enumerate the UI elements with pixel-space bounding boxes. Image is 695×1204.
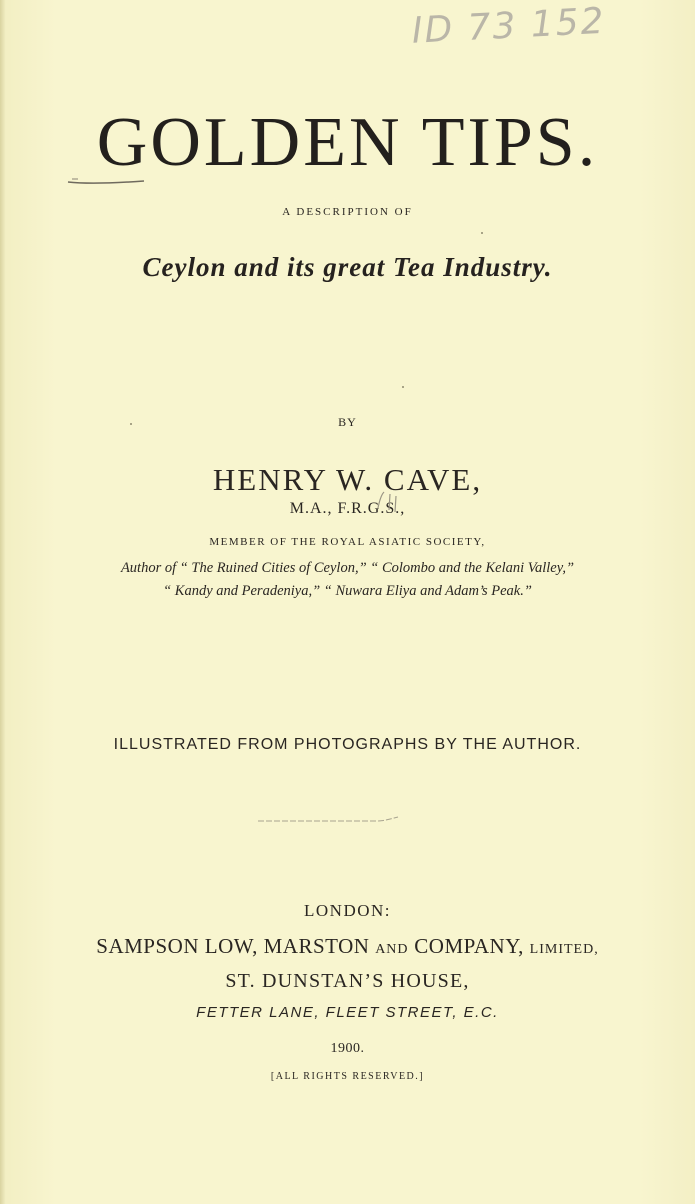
rights-notice: [ALL RIGHTS RESERVED.]: [270, 1071, 425, 1082]
publisher-company: COMPANY,: [414, 934, 524, 958]
author-works-line-1: Author of “ The Ruined Cities of Ceylon,” “ Colombo and the Kelani Valley,”: [120, 560, 575, 576]
publisher-limited: LIMITED,: [529, 942, 599, 957]
imprint-street: FETTER LANE, FLEET STREET, E.C.: [196, 1004, 499, 1021]
author-name: HENRY W. CAVE,: [212, 462, 483, 497]
ink-underline-mark: [66, 178, 146, 184]
by-line: BY: [338, 415, 357, 429]
catalog-pencil-mark: ID 73 152: [410, 0, 607, 52]
author-degrees: M.A., F.R.G.S.,: [289, 500, 406, 517]
book-subtitle: Ceylon and its great Tea Industry.: [142, 252, 553, 282]
imprint-city: LONDON:: [304, 901, 391, 920]
description-line: A DESCRIPTION OF: [282, 206, 413, 218]
book-title: GOLDEN TIPS.: [96, 104, 599, 181]
pencil-annotation-mark: [372, 488, 406, 518]
paper-speck: [481, 232, 483, 234]
paper-speck: [130, 423, 132, 425]
imprint-year: 1900.: [330, 1041, 365, 1056]
page-spine-shadow: [0, 0, 6, 1204]
decorative-rule: [258, 816, 400, 826]
paper-speck: [402, 386, 404, 388]
publisher-main: SAMPSON LOW, MARSTON: [96, 934, 370, 958]
imprint-house: ST. DUNSTAN’S HOUSE,: [225, 970, 470, 992]
imprint-publisher: [0, 934, 695, 959]
publisher-and: AND: [375, 942, 409, 957]
author-membership: MEMBER OF THE ROYAL ASIATIC SOCIETY,: [209, 536, 486, 548]
illustrated-credit: ILLUSTRATED FROM PHOTOGRAPHS BY THE AUTHOR.: [113, 736, 582, 753]
author-works-line-2: “ Kandy and Peradeniya,” “ Nuwara Eliya and Adam’s Peak.”: [163, 583, 532, 599]
